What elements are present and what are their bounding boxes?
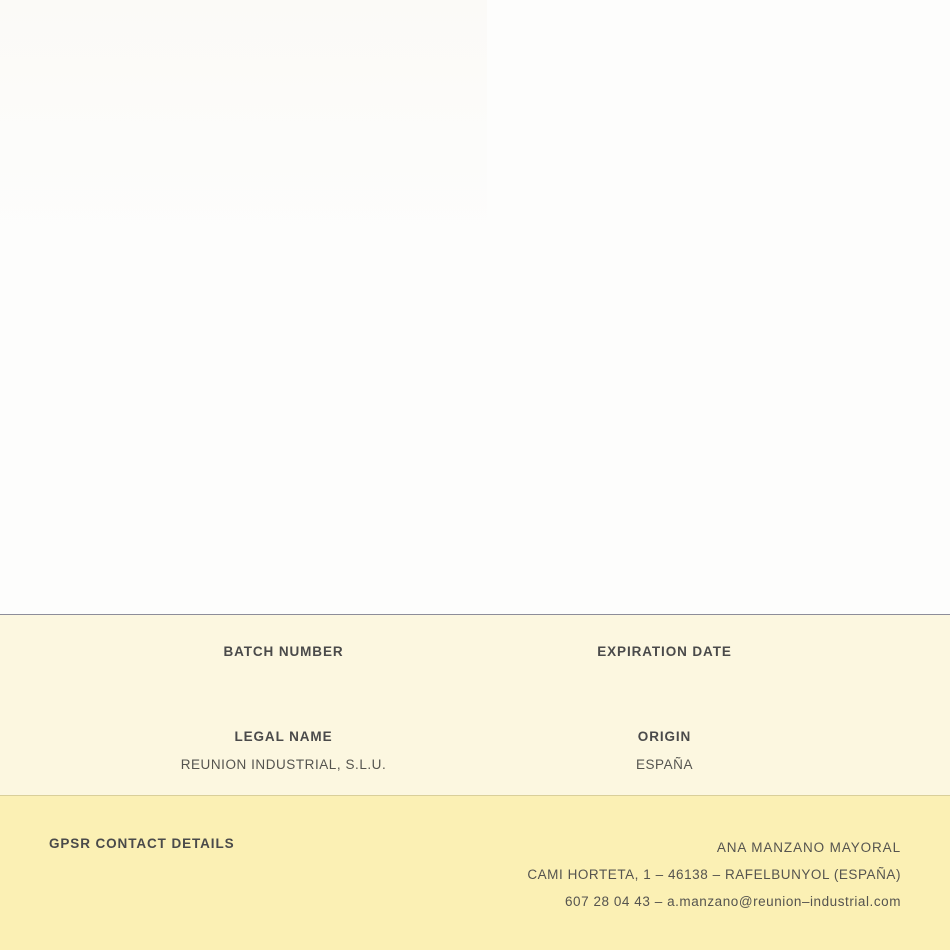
legal-name-label: LEGAL NAME: [234, 729, 333, 744]
product-info-grid: [0, 615, 950, 795]
gpsr-contact-address: CAMI HORTETA, 1 – 46138 – RAFELBUNYOL (ESPAÑA): [527, 867, 901, 882]
batch-number-label: BATCH NUMBER: [223, 644, 344, 659]
product-info-band: [0, 615, 950, 796]
field-legal-name: [35, 728, 532, 774]
gpsr-contact-phone-email: 607 28 04 43 – a.manzano@reunion–industrial.com: [564, 894, 901, 909]
expiration-date-label: EXPIRATION DATE: [597, 644, 732, 659]
gpsr-band: [0, 796, 950, 950]
artwork-placeholder-top: [0, 0, 487, 245]
field-origin: [532, 728, 797, 774]
gpsr-contact-block: [527, 834, 901, 915]
field-expiration-date: [532, 643, 797, 671]
gpsr-contact-name: ANA MANZANO MAYORAL: [716, 840, 901, 855]
artwork-placeholder-left: [0, 245, 240, 485]
origin-label: ORIGIN: [637, 729, 692, 744]
gpsr-title: GPSR CONTACT DETAILS: [49, 836, 235, 851]
legal-name-value: REUNION INDUSTRIAL, S.L.U.: [180, 757, 387, 772]
origin-value: ESPAÑA: [635, 757, 694, 772]
field-batch-number: [35, 643, 532, 671]
